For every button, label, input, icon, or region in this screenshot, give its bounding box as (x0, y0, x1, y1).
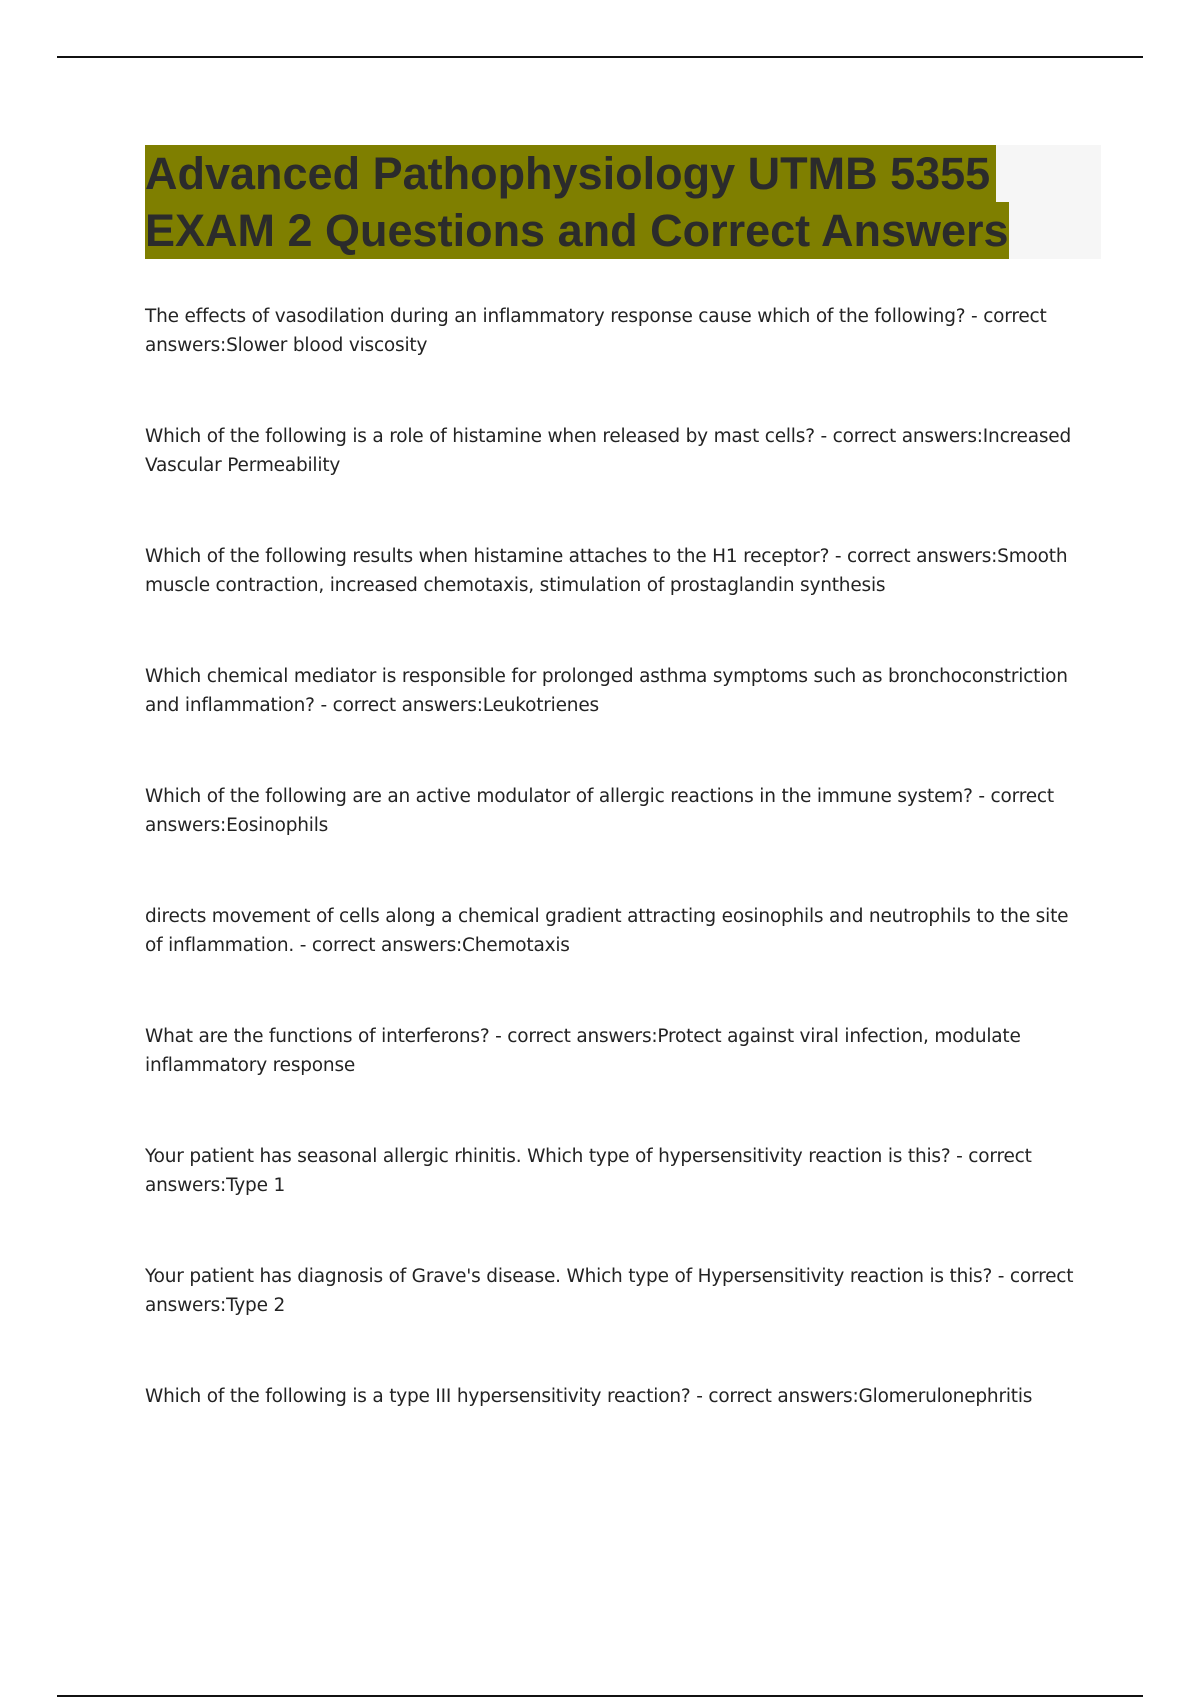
title-line-1: Advanced Pathophysiology UTMB 5355 (145, 145, 996, 202)
title-line-2: EXAM 2 Questions and Correct Answers (145, 202, 1009, 259)
qa-item: Which of the following is a role of histamine when released by mast cells? - correct answers:Increased Vascular Permeability (145, 426, 1072, 476)
header-rule (57, 56, 1143, 58)
footer-rule (57, 1695, 1143, 1697)
document-title (145, 145, 1101, 259)
qa-item: What are the functions of interferons? - correct answers:Protect against viral infection, modulate inflammatory response (145, 1026, 1021, 1076)
qa-item: Your patient has seasonal allergic rhinitis. Which type of hypersensitivity reaction is this? - correct answers:Type 1 (145, 1146, 1032, 1196)
qa-item: Which chemical mediator is responsible for prolonged asthma symptoms such as bronchoconstriction and inflammation? - correct answers:Leukotrienes (145, 666, 1068, 716)
qa-item: Which of the following results when histamine attaches to the H1 receptor? - correct answers:Smooth muscle contraction, increased chemotaxis, stimulation of prostaglandin synthesis (145, 546, 1068, 596)
qa-list (145, 302, 1085, 1502)
qa-item: directs movement of cells along a chemical gradient attracting eosinophils and neutrophils to the site of inflammation. - correct answers:Chemotaxis (145, 906, 1069, 956)
qa-item: Which of the following are an active modulator of allergic reactions in the immune system? - correct answers:Eosinophils (145, 786, 1054, 836)
qa-item: The effects of vasodilation during an inflammatory response cause which of the following? - correct answers:Slower blood viscosity (145, 306, 1047, 356)
qa-item: Your patient has diagnosis of Grave's disease. Which type of Hypersensitivity reaction is this? - correct answers:Type 2 (145, 1266, 1074, 1316)
qa-item: Which of the following is a type III hypersensitivity reaction? - correct answers:Glomerulonephritis (145, 1386, 1033, 1407)
